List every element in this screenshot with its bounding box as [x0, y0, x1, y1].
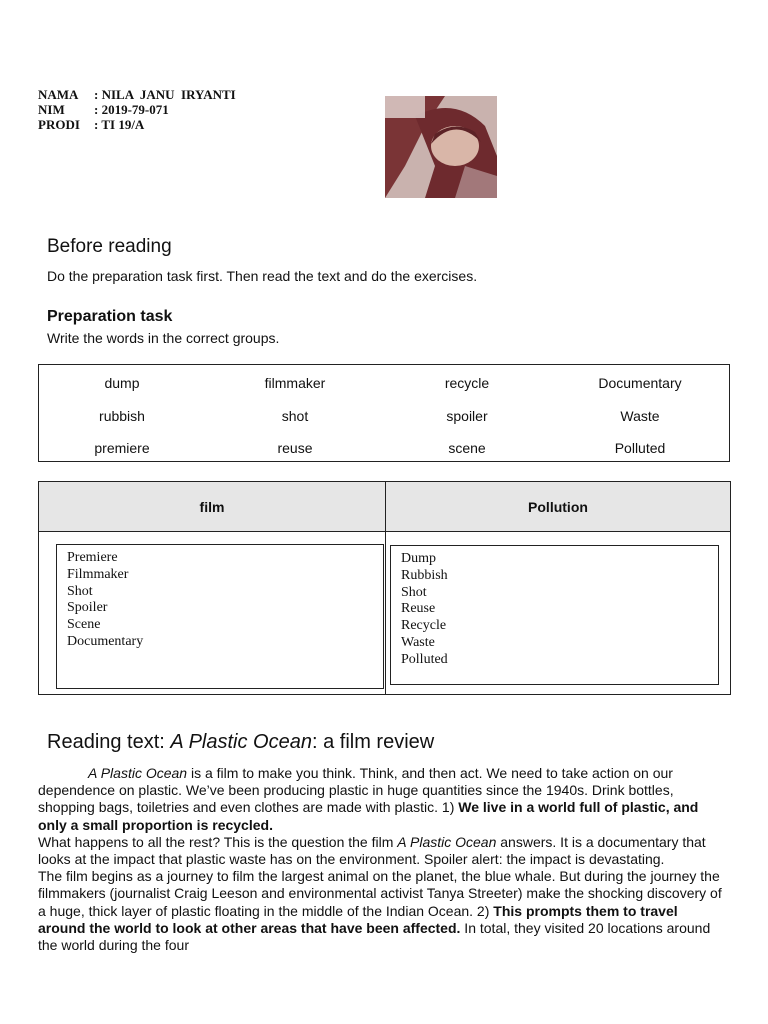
word-item: Waste — [620, 408, 660, 424]
preparation-instruction: Write the words in the correct groups. — [47, 330, 280, 346]
reading-heading-title: A Plastic Ocean — [170, 731, 312, 753]
film-column-header: film — [39, 482, 386, 532]
pollution-answer-box[interactable] — [390, 545, 719, 685]
student-info — [38, 87, 236, 132]
prodi-label: PRODI — [38, 117, 80, 132]
student-nim-row — [38, 102, 236, 117]
word-item: dump — [104, 375, 140, 391]
student-photo — [385, 96, 497, 198]
prodi-value: : TI 19/A — [94, 117, 145, 132]
list-item: Recycle — [401, 618, 447, 634]
paragraph-1 — [38, 765, 728, 834]
word-item: Polluted — [614, 440, 666, 456]
photo-illustration — [385, 96, 497, 198]
word-bank-grid — [39, 365, 729, 461]
paragraph-text: What happens to all the rest? This is the question the film — [38, 833, 398, 850]
name-label: NAMA — [38, 87, 79, 102]
word-item: shot — [281, 408, 309, 424]
list-item: Shot — [67, 583, 93, 599]
list-item: Scene — [67, 617, 101, 633]
nim-value: : 2019-79-071 — [94, 102, 169, 117]
pollution-column-header: Pollution — [386, 482, 730, 532]
paragraph-text: In total, they visited 20 locations around the world during the four — [38, 919, 711, 954]
groups-table — [38, 481, 731, 695]
film-answer-box[interactable] — [56, 544, 384, 689]
word-item: reuse — [277, 440, 313, 456]
paragraph-2 — [38, 834, 728, 868]
paragraph-text: The film begins as a journey to film the largest animal on the planet, the blue whale. But during the journey the filmmakers (journalist Craig Leeson and environmental activist Tanya Streeter) make the shocking discovery of a huge, thick layer of plastic floating in the middle of the Indian Ocean. 2) — [38, 868, 722, 919]
reading-heading-prefix: Reading text: — [47, 731, 171, 753]
word-item: Documentary — [598, 375, 682, 391]
highlight-sentence-2: This prompts them to travel around the world to look at other areas that have been affected. — [38, 902, 678, 936]
reading-heading — [47, 731, 434, 754]
list-item: Shot — [401, 584, 427, 600]
reading-heading-suffix: : a film review — [311, 731, 435, 753]
word-item: scene — [448, 440, 486, 456]
film-title: A Plastic Ocean — [88, 765, 188, 781]
word-item: premiere — [94, 440, 150, 456]
film-title: A Plastic Ocean — [397, 833, 497, 850]
list-item: Spoiler — [67, 600, 108, 616]
list-item: Waste — [401, 634, 435, 650]
nim-label: NIM — [38, 102, 65, 117]
word-item: recycle — [444, 375, 490, 391]
paragraph-text: answers. It is a documentary that looks at the impact that plastic waste has on the environment. Spoiler alert: the impact is devastating. — [38, 833, 706, 868]
preparation-heading: Preparation task — [47, 308, 173, 325]
list-item: Filmmaker — [67, 566, 129, 582]
word-item: spoiler — [446, 408, 488, 424]
list-item: Documentary — [67, 633, 144, 649]
word-bank-box — [38, 364, 730, 462]
student-name-row — [38, 87, 236, 102]
name-value: : NILA JANU IRYANTI — [94, 87, 236, 102]
list-item: Premiere — [67, 550, 118, 565]
highlight-sentence-1: We live in a world full of plastic, and only a small proportion is recycled. — [38, 799, 699, 833]
before-reading-heading: Before reading — [47, 236, 172, 257]
reading-body — [38, 765, 728, 954]
paragraph-text: is a film to make you think. Think, and then act. We need to take action on our dependence on plastic. We’ve been producing plastic in huge quantities since the 1940s. Drink bottles, shopping bags, toiletries and even clothes are made with plastic. 1) — [38, 765, 674, 816]
before-reading-instruction: Do the preparation task first. Then read the text and do the exercises. — [47, 268, 478, 284]
student-prodi-row — [38, 117, 236, 132]
list-item: Dump — [401, 551, 436, 566]
column-divider — [385, 532, 386, 694]
list-item: Rubbish — [401, 567, 448, 583]
list-item: Reuse — [401, 601, 436, 617]
list-item: Polluted — [401, 651, 448, 667]
word-item: filmmaker — [264, 375, 326, 391]
paragraph-3 — [38, 868, 728, 954]
word-item: rubbish — [99, 408, 145, 424]
